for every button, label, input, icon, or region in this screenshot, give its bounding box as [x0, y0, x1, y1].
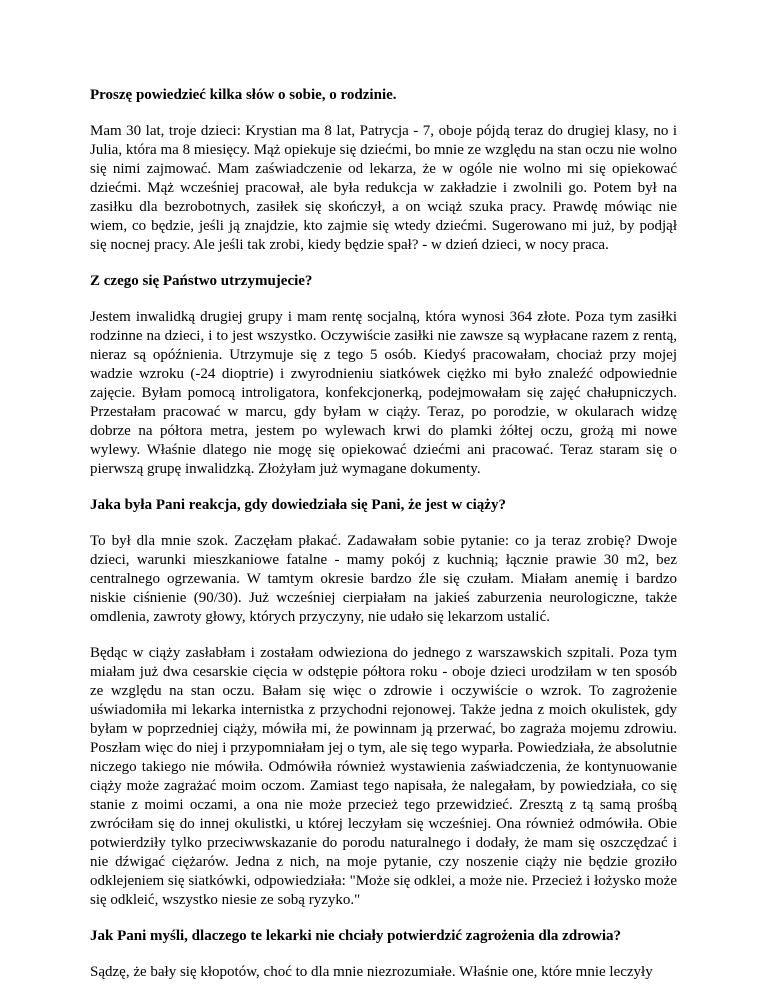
answer-paragraph: Mam 30 lat, troje dzieci: Krystian ma 8 lat, Patrycja - 7, oboje pójdą teraz do drugiej klasy, no i Julia, która ma 8 miesięcy. Mąż opiekuje się dziećmi, bo mnie ze względu na stan oczu nie wolno się nimi zajmować. Mam zaświadczenie od lekarza, że w ogóle nie wolno mi się opiekować dziećmi. Mąż wcześniej pracował, ale była redukcja w zakładzie i zwolnili go. Potem był na zasiłku dla bezrobotnych, zasiłek się skończył, a on wciąż szuka pracy. Prawdę mówiąc nie wiem, co będzie, jeśli ją znajdzie, kto zajmie się wtedy dziećmi. Sugerowano mi już, by podjął się nocnej pracy. Ale jeśli tak zrobi, kiedy będzie spał? - w dzień dzieci, w nocy praca. — [90, 123, 677, 253]
question-heading: Z czego się Państwo utrzymujecie? — [90, 273, 313, 289]
question-heading: Jaka była Pani reakcja, gdy dowiedziała się Pani, że jest w ciąży? — [90, 497, 506, 513]
answer-paragraph: To był dla mnie szok. Zaczęłam płakać. Zadawałam sobie pytanie: co ja teraz zrobię? Dwoje dzieci, warunki mieszkaniowe fatalne - mamy pokój z kuchnią; łącznie prawie 30 m2, bez centralnego ogrzewania. W tamtym okresie bardzo źle się czułam. Miałam anemię i bardzo niskie ciśnienie (90/30). Już wcześniej cierpiałam na jakieś zaburzenia neurologiczne, także omdlenia, zawroty głowy, których przyczyny, nie udało się lekarzom ustalić. — [90, 533, 677, 625]
answer-paragraph: Będąc w ciąży zasłabłam i zostałam odwieziona do jednego z warszawskich szpitali. Poza tym miałam już dwa cesarskie cięcia w odstępie półtora roku - oboje dzieci urodziłam w ten sposób ze względu na stan oczu. Bałam się więc o zdrowie i oczywiście o wzrok. To zagrożenie uświadomiła mi lekarka internistka z przychodni rejonowej. Także jedna z moich okulistek, gdy byłam w poprzedniej ciąży, mówiła mi, że powinnam ją przerwać, bo zagraża mojemu zdrowiu. Poszłam więc do niej i przypomniałam jej o tym, ale się tego wyparła. Powiedziała, że absolutnie niczego takiego nie mówiła. Odmówiła również wystawienia zaświadczenia, że kontynuowanie ciąży może zagrażać moim oczom. Zamiast tego napisała, że nalegałam, by powiedziała, co się stanie z moimi oczami, a ona nie może przecież tego przewidzieć. Zresztą z tą samą prośbą zwróciłam się do innej okulistki, u której leczyłam się wcześniej. Ona również odmówiła. Obie potwierdziły tylko przeciwwskazanie do porodu naturalnego i dodały, że mam się oszczędzać i nie dźwigać ciężarów. Jedna z nich, na moje pytanie, czy noszenie ciąży nie będzie groziło odklejeniem się siatkówki, odpowiedziała: "Może się odklei, a może nie. Przecież i łożysko może się odkleić, wszystko niesie ze sobą ryzyko." — [90, 645, 677, 908]
document-page — [90, 86, 677, 999]
answer-paragraph: Sądzę, że bały się kłopotów, choć to dla mnie niezrozumiałe. Właśnie one, które mnie leczyły — [90, 964, 653, 980]
question-heading: Proszę powiedzieć kilka słów o sobie, o rodzinie. — [90, 87, 397, 103]
question-heading: Jak Pani myśli, dlaczego te lekarki nie chciały potwierdzić zagrożenia dla zdrowia? — [90, 928, 622, 944]
answer-paragraph: Jestem inwalidką drugiej grupy i mam rentę socjalną, która wynosi 364 złote. Poza tym zasiłki rodzinne na dzieci, i to jest wszystko. Oczywiście zasiłki nie zawsze są wypłacane razem z rentą, nieraz są opóźnienia. Utrzymuje się z tego 5 osób. Kiedyś pracowałam, chociaż przy mojej wadzie wzroku (-24 dioptrie) i zwyrodnieniu siatkówek ciężko mi było znaleźć odpowiednie zajęcie. Byłam pomocą introligatora, konfekcjonerką, podejmowałam się zajęć chałupniczych. Przestałam pracować w marcu, gdy byłam w ciąży. Teraz, po porodzie, w okularach widzę dobrze na półtora metra, jestem po wylewach krwi do plamki żółtej oczu, grożą mi nowe wylewy. Właśnie dlatego nie mogę się opiekować dziećmi ani pracować. Teraz staram się o pierwszą grupę inwalidzką. Złożyłam już wymagane dokumenty. — [90, 309, 677, 477]
